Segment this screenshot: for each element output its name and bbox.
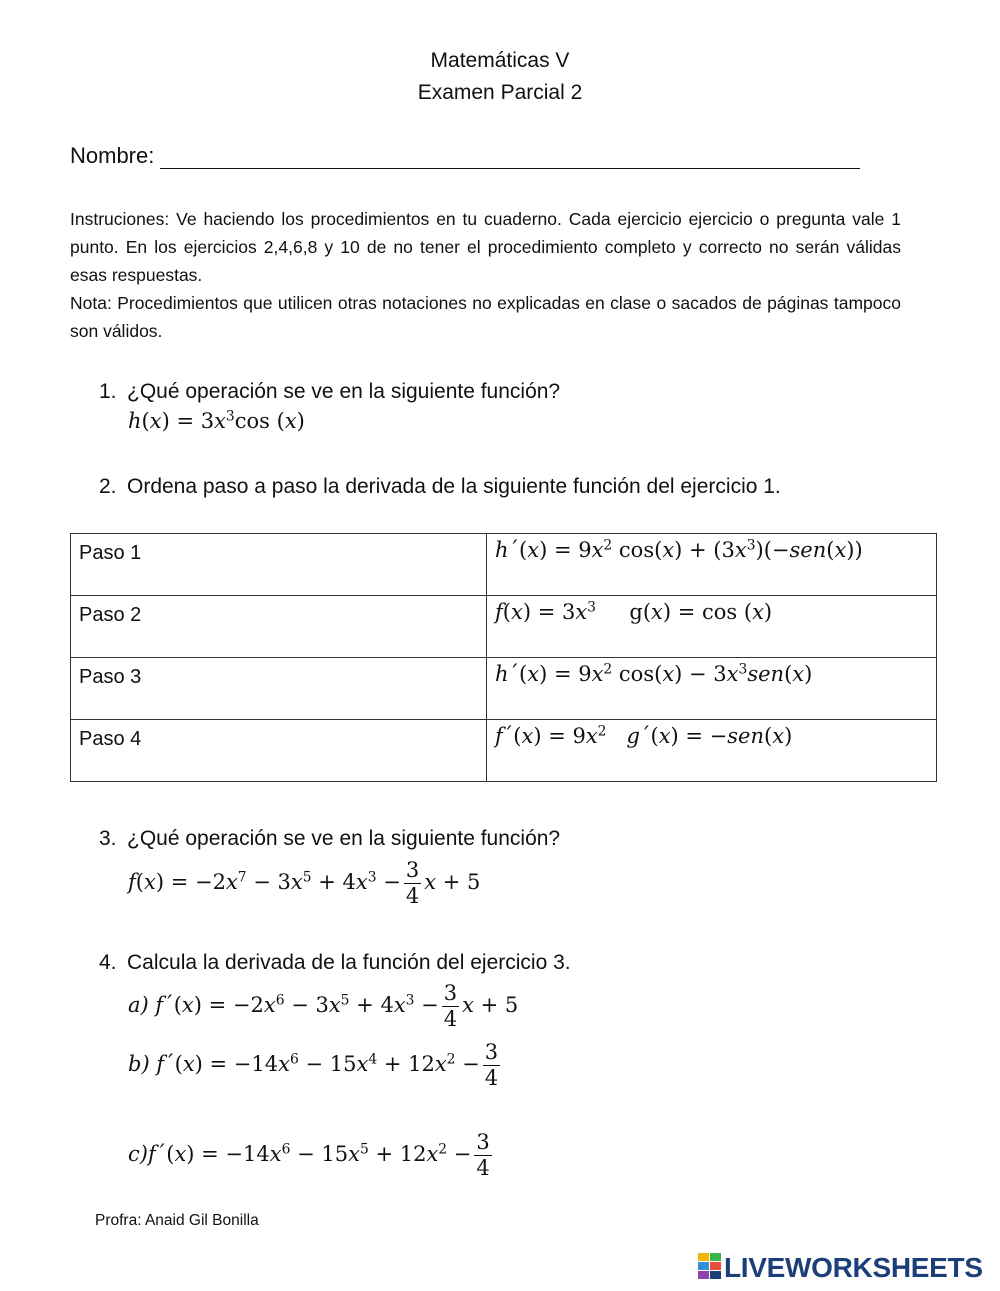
instructions-text: Instruciones: Ve haciendo los procedimientos en tu cuaderno. Cada ejercicio ejercicio o pregunta vale 1 punto. En los ejercicios 2,4,6,8 y 10 de no tener el procedimiento completo y correcto no serán válidas esas respuestas. (70, 209, 901, 285)
step-formula-1[interactable]: h´(x) = $9x^2$ $\cos(x) + (3x^3)(-sen(x))$ (487, 534, 937, 596)
step-formula-2[interactable]: $f(x) = 3x^3$ g(x) = cos (x) (487, 596, 937, 658)
table-row (71, 596, 937, 658)
question-3-number: 3. (99, 827, 117, 850)
option-b-label: b) (128, 1052, 150, 1076)
name-blank-line[interactable] (160, 144, 860, 169)
exam-subject: Matemáticas V (430, 49, 570, 72)
question-3-text: ¿Qué operación se ve en la siguiente función? (127, 827, 561, 850)
step-label: Paso 2 (71, 596, 487, 658)
option-c[interactable]: c)f´(x) = $-14x^6 - 15x^5 + 12x^2$ − $\frac{3}{4}$ (128, 1130, 490, 1180)
table-row (71, 658, 937, 720)
question-4-number: 4. (99, 951, 117, 974)
q3-function-formula: $f(x) = -2x^7 - 3x^5 + 4x^3$ − $\frac{3}{4}$ x + 5 (128, 858, 481, 908)
table-row (71, 534, 937, 596)
option-b[interactable]: b) f´(x) = $-14x^6 - 15x^4 + 12x^2$ − $\frac{3}{4}$ (128, 1040, 499, 1090)
option-a[interactable]: a) f´(x) = $-2x^6 - 3x^5 + 4x^3$ − $\frac{3}{4}$ x + 5 (128, 981, 519, 1031)
brand-text: LIVEWORKSHEETS (724, 1252, 983, 1283)
liveworksheets-logo-icon (698, 1253, 722, 1284)
step-label: Paso 1 (71, 534, 487, 596)
step-formula-4[interactable]: f´(x) = $9x^2$ g´(x) = −sen(x) (487, 720, 937, 782)
name-label: Nombre: (70, 143, 155, 168)
steps-table (70, 533, 937, 782)
question-1 (99, 378, 560, 406)
option-a-label: a) (128, 993, 149, 1017)
question-3 (99, 825, 560, 853)
instructions (70, 205, 901, 345)
question-4-text: Calcula la derivada de la función del ejercicio 3. (127, 951, 571, 974)
table-row (71, 720, 937, 782)
question-2-text: Ordena paso a paso la derivada de la siguiente función del ejercicio 1. (127, 475, 781, 498)
teacher-name: Profra: Anaid Gil Bonilla (95, 1212, 259, 1229)
name-field[interactable] (70, 143, 860, 169)
exam-title: Examen Parcial 2 (417, 81, 583, 104)
liveworksheets-brand (698, 1252, 983, 1286)
q1-function-formula: $h(x) = 3x^3\cos$ (x) (128, 408, 305, 433)
question-2-number: 2. (99, 475, 117, 498)
question-2 (99, 473, 781, 501)
question-1-number: 1. (99, 380, 117, 403)
step-formula-3[interactable]: h´(x) = $9x^2$ $\cos(x) - 3x^3sen(x)$ (487, 658, 937, 720)
step-label: Paso 3 (71, 658, 487, 720)
step-label: Paso 4 (71, 720, 487, 782)
question-4 (99, 949, 571, 977)
option-c-label: c) (128, 1142, 148, 1166)
question-1-text: ¿Qué operación se ve en la siguiente función? (127, 380, 561, 403)
note-text: Nota: Procedimientos que utilicen otras notaciones no explicadas en clase o sacados de páginas tampoco son válidos. (70, 293, 901, 341)
